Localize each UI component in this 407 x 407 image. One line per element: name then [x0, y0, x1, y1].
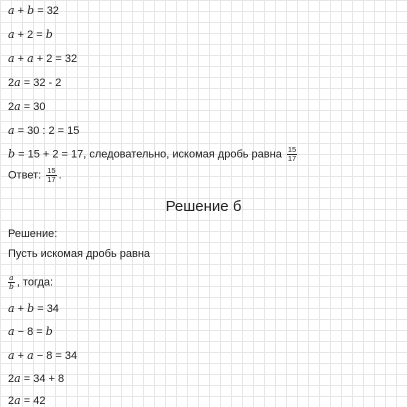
equation-text: = 30 : 2 = 15 [14, 125, 80, 137]
let-line [8, 274, 53, 291]
variable: b [27, 302, 35, 315]
equation-text: = 15 + 2 = 17, следовательно, искомая дробь равна [15, 148, 282, 161]
equation-text: = 34 [34, 303, 59, 315]
equation-text: = 32 [34, 5, 59, 17]
variable: a [14, 100, 21, 113]
equation-line [8, 325, 53, 338]
answer-period: . [58, 169, 62, 182]
equation-text: = 42 [20, 395, 46, 407]
equation-line [8, 146, 299, 163]
variable: a [27, 52, 34, 65]
equation-line [8, 302, 59, 315]
coefficient: 2 [8, 395, 15, 407]
coefficient: 2 [8, 373, 15, 385]
let-text: , тогда: [16, 276, 54, 289]
variable: a [8, 28, 15, 41]
equation-text: − 8 = [14, 326, 46, 338]
fraction [46, 167, 56, 184]
equation-line [8, 4, 59, 17]
fraction-numerator: a [9, 273, 14, 282]
variable: b [27, 4, 35, 17]
equation-text: + 2 = 32 [33, 53, 78, 65]
variable: a [8, 52, 15, 65]
operator-text: + [14, 303, 28, 315]
operator-text: + [14, 53, 28, 65]
coefficient: 2 [8, 101, 15, 113]
intro-text: Пусть искомая дробь равна [8, 248, 151, 260]
variable: a [14, 372, 21, 385]
coefficient: 2 [8, 77, 15, 89]
operator-text: + [14, 5, 28, 17]
equation-text: − 8 = 34 [33, 350, 78, 362]
section-heading: Решение б [165, 198, 242, 215]
fraction [287, 146, 297, 163]
equation-line [8, 349, 77, 362]
fraction-denominator: 17 [287, 154, 297, 163]
equation-line [8, 124, 79, 137]
fraction-numerator: 15 [47, 166, 56, 175]
equation-line [8, 28, 53, 41]
equation-line [8, 394, 45, 407]
variable: a [27, 349, 34, 362]
equation-text: = 34 + 8 [20, 373, 65, 385]
variable: a [8, 302, 15, 315]
equation-line [8, 100, 45, 113]
variable: a [8, 349, 15, 362]
equation-line [8, 76, 61, 89]
fraction-numerator: 15 [287, 145, 297, 154]
variable: b [45, 325, 53, 338]
equation-line [8, 52, 77, 65]
answer-label: Ответ: [8, 169, 42, 182]
fraction-denominator: b [9, 282, 14, 291]
equation-text: + 2 = [14, 29, 46, 41]
variable: a [8, 4, 15, 17]
variable: a [8, 325, 15, 338]
variable: a [14, 76, 21, 89]
fraction-denominator: 17 [47, 175, 56, 184]
answer-line [8, 167, 62, 184]
solution-label: Решение: [8, 228, 58, 240]
variable: a [8, 124, 15, 137]
equation-line [8, 372, 64, 385]
variable: b [8, 147, 16, 161]
operator-text: + [14, 350, 28, 362]
variable: b [45, 28, 53, 41]
equation-text: = 32 - 2 [20, 77, 62, 89]
equation-text: = 30 [20, 101, 46, 113]
variable: a [14, 394, 21, 407]
fraction [8, 274, 15, 291]
